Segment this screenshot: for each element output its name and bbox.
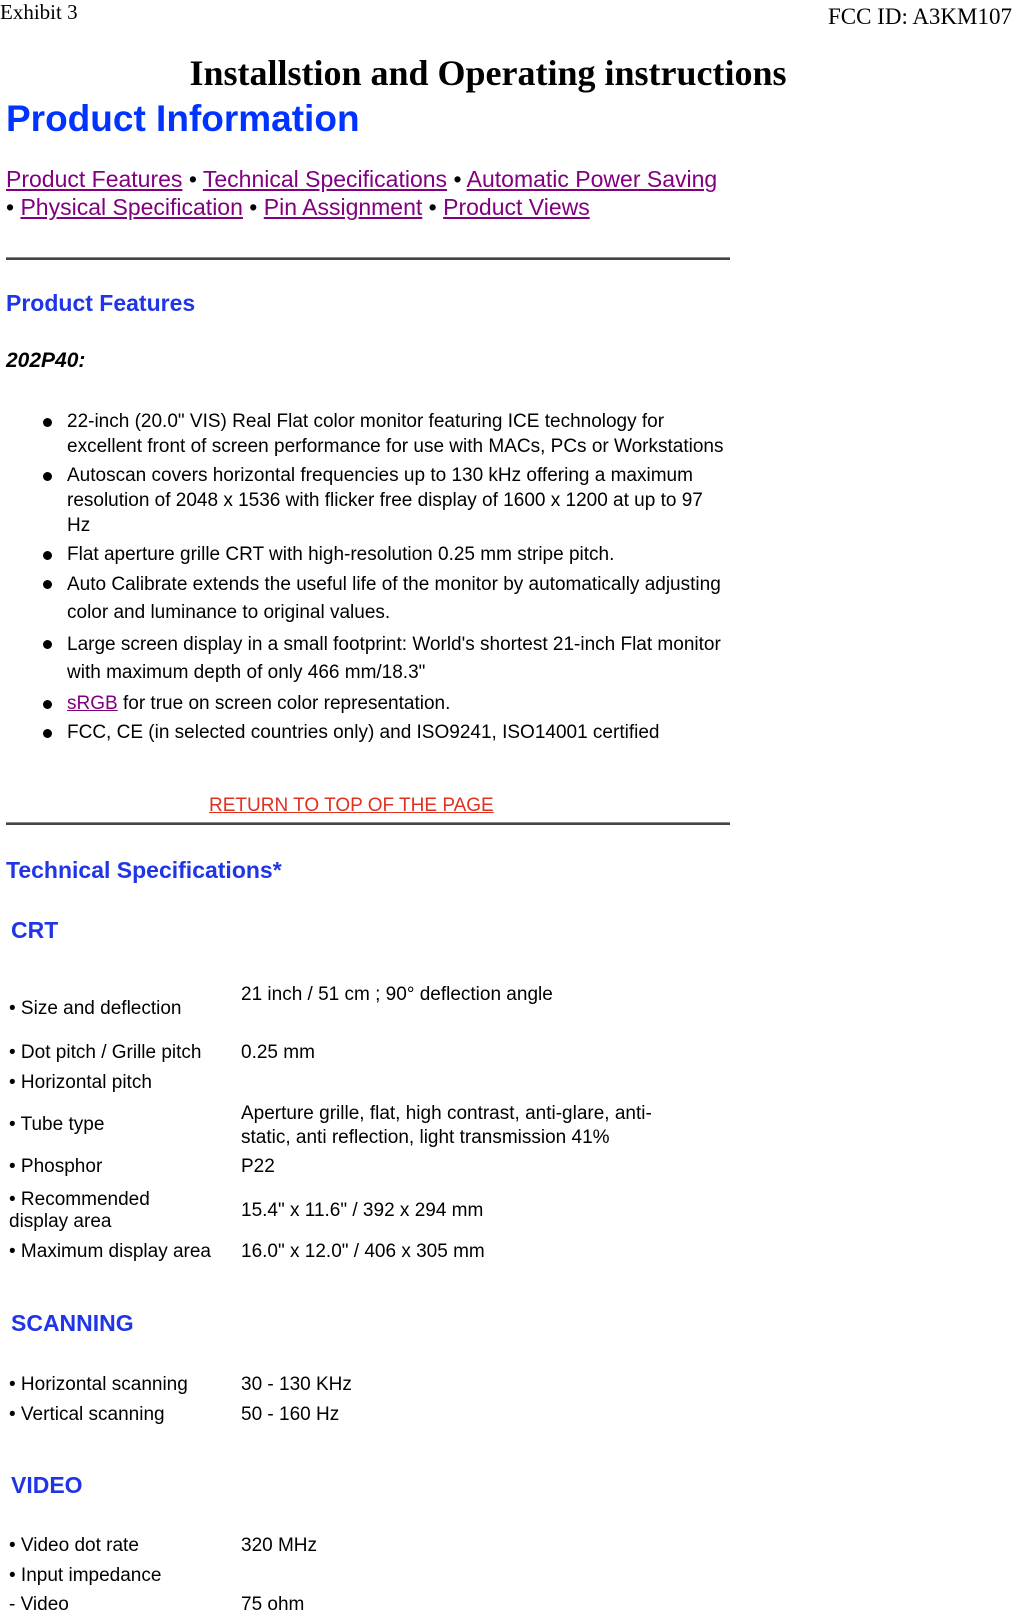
spec-value: 320 MHz (241, 1535, 318, 1556)
nav-separator: • (6, 194, 15, 220)
spec-label: • Horizontal pitch (9, 1072, 152, 1093)
nav-link-technical-specifications[interactable]: Technical Specifications (202, 166, 448, 192)
bullet-icon (43, 472, 52, 481)
spec-label: • Input impedance (9, 1565, 162, 1586)
nav-link-physical-specification[interactable]: Physical Specification (20, 194, 243, 220)
spec-label: • Dot pitch / Grille pitch (9, 1042, 202, 1063)
feature-text: Auto Calibrate extends the useful life of the monitor by automatically adjusting color and luminance to original values. (67, 574, 721, 623)
nav-separator: • (428, 194, 437, 220)
bullet-icon (43, 580, 52, 589)
return-to-top-link[interactable]: RETURN TO TOP OF THE PAGE (209, 795, 494, 816)
page-heading: Product Information (6, 98, 360, 139)
product-features-heading: Product Features (6, 290, 196, 316)
feature-text: Autoscan covers horizontal frequencies up to 130 kHz offering a maximum resolution of 2048 x 1536 with flicker free display of 1600 x 1200 at up to 97 Hz (67, 465, 703, 536)
bullet-icon (43, 640, 52, 649)
list-item (40, 720, 730, 745)
nav-link-pin-assignment[interactable]: Pin Assignment (263, 194, 423, 220)
feature-list (40, 409, 730, 749)
spec-label: • Video dot rate (9, 1535, 139, 1556)
spec-value: 50 - 160 Hz (241, 1404, 340, 1425)
bullet-icon (43, 729, 52, 738)
spec-value: 21 inch / 51 cm ; 90° deflection angle (241, 984, 553, 1005)
list-item (40, 542, 730, 567)
exhibit-label: Exhibit 3 (0, 0, 78, 24)
spec-label: - Video (9, 1594, 69, 1615)
spec-value: P22 (241, 1156, 275, 1177)
nav-link-automatic-power-saving[interactable]: Automatic Power Saving (466, 166, 718, 192)
feature-text: 22-inch (20.0" VIS) Real Flat color monitor featuring ICE technology for excellent front of screen performance for use with MACs, PCs or Workstations (67, 411, 724, 457)
document-title: Installstion and Operating instructions (189, 53, 787, 93)
spec-label: • Recommended display area (9, 1189, 150, 1232)
spec-value: 16.0" x 12.0" / 406 x 305 mm (241, 1241, 485, 1262)
bullet-icon (43, 551, 52, 560)
nav-separator: • (249, 194, 258, 220)
video-heading: VIDEO (11, 1472, 83, 1498)
spec-label: • Horizontal scanning (9, 1374, 188, 1395)
horizontal-rule (6, 822, 730, 825)
list-item (40, 691, 730, 716)
nav-link-product-features[interactable]: Product Features (6, 166, 183, 192)
nav-separator: • (453, 166, 462, 192)
srgb-link[interactable]: sRGB (67, 693, 118, 714)
spec-label: • Vertical scanning (9, 1404, 165, 1425)
spec-value: 30 - 130 KHz (241, 1374, 352, 1395)
bullet-icon (43, 418, 52, 427)
spec-value: 0.25 mm (241, 1042, 315, 1063)
technical-specifications-heading: Technical Specifications* (6, 857, 282, 883)
horizontal-rule (6, 257, 730, 260)
section-nav (6, 165, 726, 221)
feature-text: for true on screen color representation. (122, 693, 451, 714)
feature-text: Flat aperture grille CRT with high-resolution 0.25 mm stripe pitch. (67, 544, 615, 565)
crt-heading: CRT (11, 917, 59, 943)
spec-value: 75 ohm (241, 1594, 305, 1615)
spec-label: • Maximum display area (9, 1241, 211, 1262)
nav-link-product-views[interactable]: Product Views (443, 194, 590, 220)
spec-label: • Tube type (9, 1114, 105, 1135)
list-item (40, 631, 730, 687)
list-item (40, 571, 730, 627)
model-number: 202P40: (6, 349, 86, 372)
spec-label: • Phosphor (9, 1156, 103, 1177)
bullet-icon (43, 700, 52, 709)
feature-text: Large screen display in a small footprint: World's shortest 21-inch Flat monitor with maximum depth of only 466 mm/18.3" (67, 634, 721, 683)
nav-separator: • (188, 166, 197, 192)
spec-value: Aperture grille, flat, high contrast, anti-glare, anti-static, anti reflection, light transmission 41% (241, 1103, 652, 1148)
list-item (40, 463, 730, 538)
scanning-heading: SCANNING (11, 1310, 134, 1336)
spec-value: 15.4" x 11.6" / 392 x 294 mm (241, 1200, 484, 1221)
spec-label: • Size and deflection (9, 998, 182, 1019)
feature-text: FCC, CE (in selected countries only) and ISO9241, ISO14001 certified (67, 722, 660, 743)
list-item (40, 409, 730, 459)
fcc-id-label: FCC ID: A3KM107 (827, 4, 1012, 29)
